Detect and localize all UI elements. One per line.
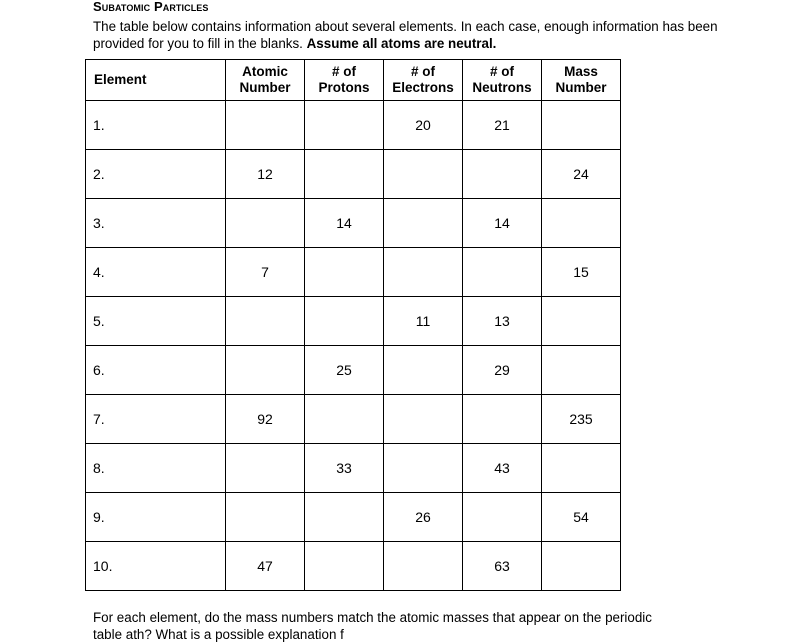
cell-neutrons[interactable] bbox=[463, 248, 542, 297]
cell-element: 10. bbox=[86, 542, 226, 591]
cell-electrons[interactable] bbox=[384, 395, 463, 444]
table-row bbox=[86, 199, 621, 248]
cell-protons[interactable] bbox=[305, 297, 384, 346]
cell-electrons[interactable]: 20 bbox=[384, 101, 463, 150]
cell-electrons[interactable] bbox=[384, 199, 463, 248]
header-element: Element bbox=[86, 60, 226, 101]
cell-atomic-number[interactable] bbox=[226, 444, 305, 493]
instructions-text: The table below contains information about several elements. In each case, enough information has been provided for you to fill in the blanks. bbox=[93, 19, 718, 51]
table-row bbox=[86, 542, 621, 591]
cell-atomic-number[interactable] bbox=[226, 493, 305, 542]
table-row bbox=[86, 493, 621, 542]
table-row bbox=[86, 444, 621, 493]
cell-mass-number[interactable]: 235 bbox=[542, 395, 621, 444]
cell-electrons[interactable]: 11 bbox=[384, 297, 463, 346]
cell-element: 1. bbox=[86, 101, 226, 150]
cell-electrons[interactable] bbox=[384, 444, 463, 493]
cell-electrons[interactable] bbox=[384, 346, 463, 395]
cell-mass-number[interactable]: 24 bbox=[542, 150, 621, 199]
cell-atomic-number[interactable]: 47 bbox=[226, 542, 305, 591]
cell-mass-number[interactable] bbox=[542, 101, 621, 150]
table-header-row bbox=[86, 60, 621, 101]
cell-neutrons[interactable]: 14 bbox=[463, 199, 542, 248]
cell-neutrons[interactable] bbox=[463, 150, 542, 199]
header-protons: # of Protons bbox=[305, 60, 384, 101]
instructions-paragraph bbox=[93, 19, 753, 52]
header-mass-number: Mass Number bbox=[542, 60, 621, 101]
cell-protons[interactable] bbox=[305, 542, 384, 591]
cell-element: 9. bbox=[86, 493, 226, 542]
cell-protons[interactable] bbox=[305, 493, 384, 542]
cell-neutrons[interactable]: 21 bbox=[463, 101, 542, 150]
question-text: For each element, do the mass numbers match the atomic masses that appear on the periodic bbox=[93, 610, 652, 625]
question-text-continued: table ath? What is a possible explanation f bbox=[93, 627, 344, 642]
cell-neutrons[interactable]: 13 bbox=[463, 297, 542, 346]
cell-atomic-number[interactable]: 12 bbox=[226, 150, 305, 199]
cell-protons[interactable] bbox=[305, 395, 384, 444]
cell-protons[interactable]: 14 bbox=[305, 199, 384, 248]
cell-element: 4. bbox=[86, 248, 226, 297]
header-electrons: # of Electrons bbox=[384, 60, 463, 101]
page-title: Subatomic Particles bbox=[93, 0, 209, 14]
cell-mass-number[interactable] bbox=[542, 542, 621, 591]
cell-protons[interactable] bbox=[305, 248, 384, 297]
cell-mass-number[interactable] bbox=[542, 297, 621, 346]
cell-electrons[interactable] bbox=[384, 150, 463, 199]
header-atomic-number: Atomic Number bbox=[226, 60, 305, 101]
cell-protons[interactable] bbox=[305, 150, 384, 199]
cell-electrons[interactable]: 26 bbox=[384, 493, 463, 542]
cell-mass-number[interactable] bbox=[542, 199, 621, 248]
cell-protons[interactable]: 33 bbox=[305, 444, 384, 493]
cell-element: 8. bbox=[86, 444, 226, 493]
cell-electrons[interactable] bbox=[384, 542, 463, 591]
cell-atomic-number[interactable] bbox=[226, 297, 305, 346]
cell-mass-number[interactable]: 15 bbox=[542, 248, 621, 297]
table-row bbox=[86, 346, 621, 395]
cell-atomic-number[interactable] bbox=[226, 346, 305, 395]
header-neutrons: # of Neutrons bbox=[463, 60, 542, 101]
cell-neutrons[interactable] bbox=[463, 493, 542, 542]
cell-neutrons[interactable]: 43 bbox=[463, 444, 542, 493]
cell-neutrons[interactable]: 63 bbox=[463, 542, 542, 591]
subatomic-table bbox=[85, 59, 621, 591]
cell-element: 5. bbox=[86, 297, 226, 346]
cell-element: 3. bbox=[86, 199, 226, 248]
cell-mass-number[interactable] bbox=[542, 444, 621, 493]
cell-atomic-number[interactable]: 7 bbox=[226, 248, 305, 297]
cell-mass-number[interactable] bbox=[542, 346, 621, 395]
table-row bbox=[86, 395, 621, 444]
cell-element: 6. bbox=[86, 346, 226, 395]
table-row bbox=[86, 101, 621, 150]
cell-atomic-number[interactable] bbox=[226, 101, 305, 150]
cell-atomic-number[interactable]: 92 bbox=[226, 395, 305, 444]
cell-protons[interactable] bbox=[305, 101, 384, 150]
cell-protons[interactable]: 25 bbox=[305, 346, 384, 395]
cell-atomic-number[interactable] bbox=[226, 199, 305, 248]
cell-neutrons[interactable]: 29 bbox=[463, 346, 542, 395]
table-row bbox=[86, 150, 621, 199]
table-row bbox=[86, 297, 621, 346]
cell-electrons[interactable] bbox=[384, 248, 463, 297]
cell-element: 7. bbox=[86, 395, 226, 444]
instructions-bold-note: Assume all atoms are neutral. bbox=[306, 35, 497, 51]
cell-neutrons[interactable] bbox=[463, 395, 542, 444]
cell-element: 2. bbox=[86, 150, 226, 199]
table-body bbox=[86, 101, 621, 591]
table-row bbox=[86, 248, 621, 297]
cell-mass-number[interactable]: 54 bbox=[542, 493, 621, 542]
